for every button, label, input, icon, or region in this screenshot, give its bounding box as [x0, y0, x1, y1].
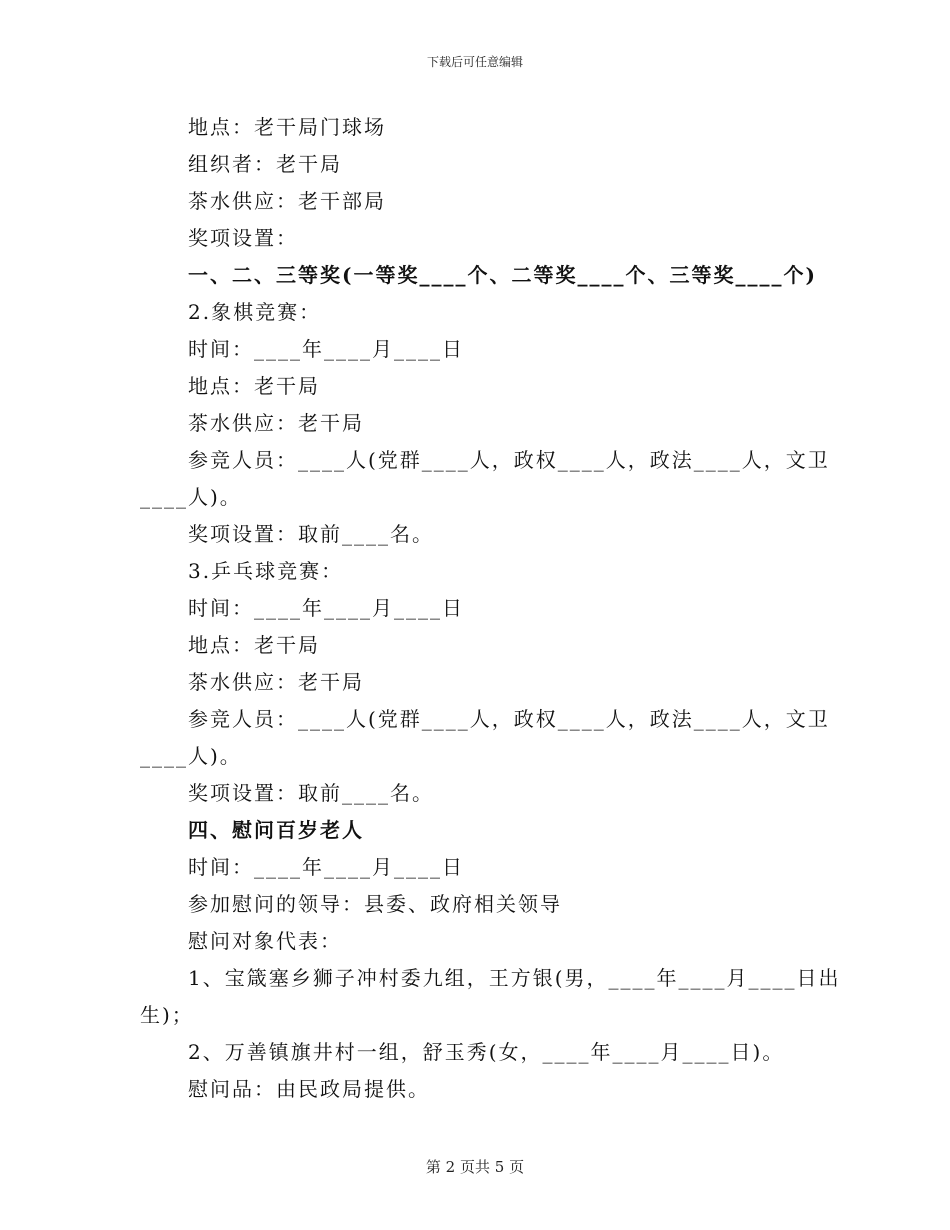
text-line: 奖项设置： — [188, 226, 298, 250]
text-line: 参加慰问的领导：县委、政府相关领导 — [188, 892, 562, 916]
section-heading: 3.乒乓球竞赛： — [188, 559, 344, 583]
text-line: 生)； — [140, 1003, 194, 1027]
text-line: 时间：____年____月____日 — [188, 855, 464, 879]
section-heading: 四、慰问百岁老人 — [188, 818, 364, 842]
page-footer: 第 2 页共 5 页 — [425, 1158, 525, 1176]
text-line: 茶水供应：老干局 — [188, 411, 364, 435]
text-line: 奖项设置：取前____名。 — [188, 781, 434, 805]
text-line: 慰问对象代表： — [188, 929, 342, 953]
document-body — [140, 109, 841, 1108]
section-heading: 2.象棋竞赛： — [188, 300, 322, 324]
text-line: 1、宝箴塞乡狮子冲村委九组，王方银(男，____年____月____日出 — [188, 966, 841, 990]
text-line: 组织者：老干局 — [188, 152, 342, 176]
text-line: 参竞人员：____人(党群____人，政权____人，政法____人，文卫 — [188, 448, 830, 472]
text-line: 地点：老干局门球场 — [188, 115, 386, 139]
text-line: ____人)。 — [140, 485, 242, 509]
text-line: 参竞人员：____人(党群____人，政权____人，政法____人，文卫 — [188, 707, 830, 731]
page-header: 下载后可任意编辑 — [426, 55, 523, 69]
text-line: 茶水供应：老干部局 — [188, 189, 386, 213]
text-line: 时间：____年____月____日 — [188, 337, 464, 361]
text-line: 地点：老干局 — [188, 633, 320, 657]
text-line: 茶水供应：老干局 — [188, 670, 364, 694]
text-line: 2、万善镇旗井村一组，舒玉秀(女，____年____月____日)。 — [188, 1040, 785, 1064]
text-line: 慰问品：由民政局提供。 — [188, 1077, 430, 1101]
text-line: 奖项设置：取前____名。 — [188, 522, 434, 546]
text-line: 地点：老干局 — [188, 374, 320, 398]
awards-heading: 一、二、三等奖(一等奖____个、二等奖____个、三等奖____个) — [188, 263, 817, 287]
text-line: ____人)。 — [140, 744, 242, 768]
text-line: 时间：____年____月____日 — [188, 596, 464, 620]
